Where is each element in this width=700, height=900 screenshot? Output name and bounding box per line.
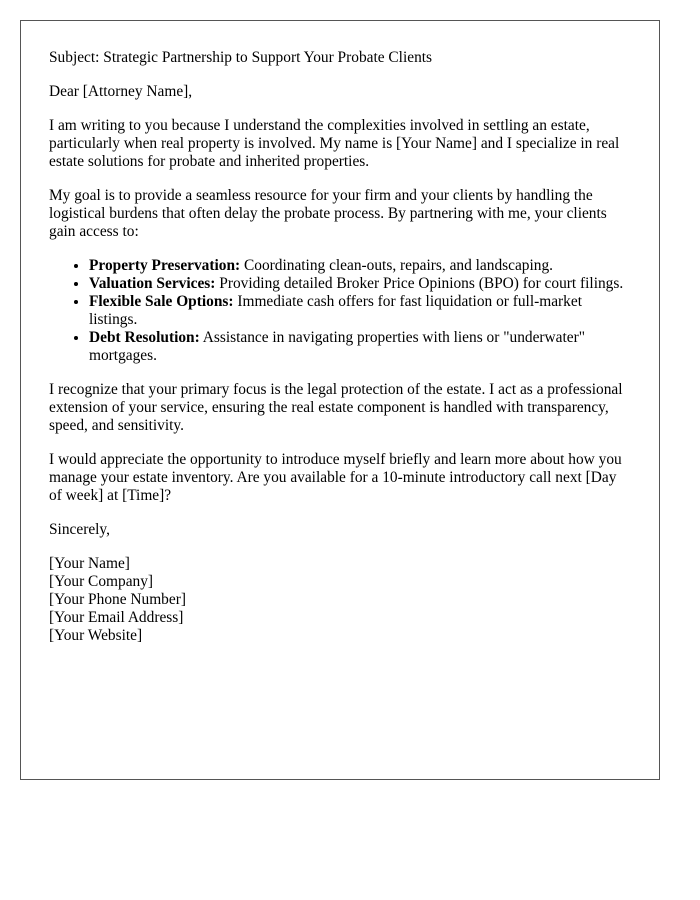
letter-content [49,49,633,645]
signature-block [49,555,633,645]
call-request-paragraph: I would appreciate the opportunity to introduce myself briefly and learn more about how you manage your estate inventory. Are you available for a 10-minute introductory call next [Day of week] at [Time]? [49,451,622,504]
signature-name: [Your Name] [49,555,130,572]
service-title: Valuation Services: [89,275,216,292]
letter-page [20,20,660,780]
service-description: Providing detailed Broker Price Opinions (BPO) for court filings. [215,275,624,292]
list-item [89,293,633,329]
list-item [89,275,633,293]
intro-paragraph: I am writing to you because I understand the complexities involved in settling an estate, particularly when real property is involved. My name is [Your Name] and I specialize in real estate solutions for probate and inherited properties. [49,117,620,170]
sign-off: Sincerely, [49,521,110,538]
goal-paragraph: My goal is to provide a seamless resource for your firm and your clients by handling the logistical burdens that often delay the probate process. By partnering with me, your clients gain access to: [49,187,607,240]
service-title: Property Preservation: [89,257,241,274]
services-list [49,257,633,365]
signature-email: [Your Email Address] [49,609,184,626]
signature-company: [Your Company] [49,573,154,590]
list-item [89,257,633,275]
service-title: Debt Resolution: [89,329,200,346]
service-description: Assistance in navigating properties with liens or "underwater" mortgages. [89,329,586,364]
subject-line: Subject: Strategic Partnership to Support Your Probate Clients [49,49,433,66]
service-description: Immediate cash offers for fast liquidation or full-market listings. [89,293,582,328]
list-item [89,329,633,365]
signature-phone: [Your Phone Number] [49,591,186,608]
signature-website: [Your Website] [49,627,143,644]
salutation: Dear [Attorney Name], [49,83,193,100]
service-title: Flexible Sale Options: [89,293,234,310]
focus-paragraph: I recognize that your primary focus is the legal protection of the estate. I act as a professional extension of your service, ensuring the real estate component is handled with transparency, speed, and sensitivity. [49,381,623,434]
service-description: Coordinating clean-outs, repairs, and landscaping. [240,257,554,274]
